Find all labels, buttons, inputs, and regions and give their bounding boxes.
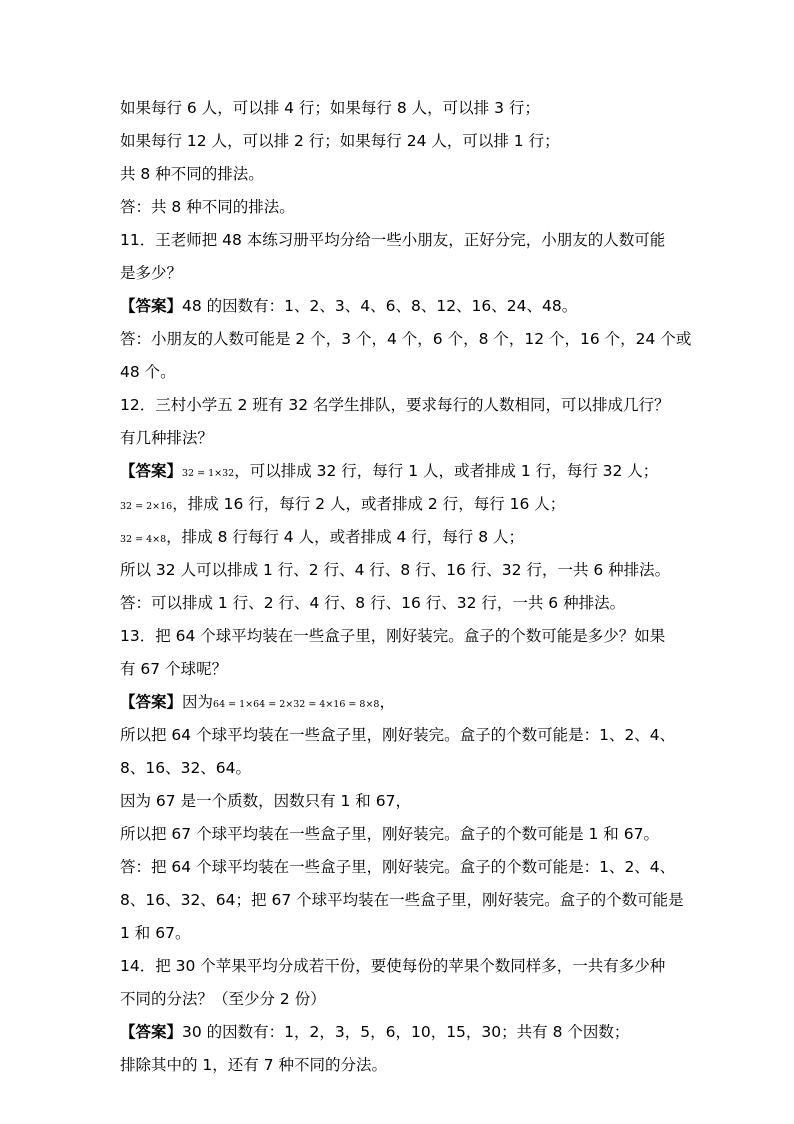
answer-line: 48 个。: [120, 363, 176, 381]
answer-line: 答：可以排成 1 行、2 行、4 行、8 行、16 行、32 行，一共 6 种排法。: [120, 594, 626, 612]
answer-line: 8、16、32、64；把 67 个球平均装在一些盒子里，刚好装完。盒子的个数可能是: [120, 891, 684, 909]
document-page: [120, 92, 692, 1082]
answer-line: 所以把 67 个球平均装在一些盒子里，刚好装完。盒子的个数可能是 1 和 67。: [120, 825, 659, 843]
text-line: 如果每行 12 人，可以排 2 行；如果每行 24 人，可以排 1 行；: [120, 132, 560, 150]
answer-tag: 【答案】: [120, 1023, 183, 1041]
answer-line: 32 = 2×16，排成 16 行，每行 2 人，或者排成 2 行，每行 16 人；: [120, 495, 566, 513]
answer-line: 1 和 67。: [120, 924, 191, 942]
answer-tag: 【答案】: [120, 693, 183, 711]
answer-line: 答：共 8 种不同的排法。: [120, 198, 295, 216]
question-12: 12．三村小学五 2 班有 32 名学生排队，要求每行的人数相同，可以排成几行？: [120, 396, 670, 414]
equation: 32 = 2×16: [120, 501, 173, 512]
question-13-continued: 有 67 个球呢？: [120, 660, 228, 678]
question-11: 11．王老师把 48 本练习册平均分给一些小朋友，正好分完，小朋友的人数可能: [120, 231, 666, 249]
answer-14: 【答案】30 的因数有：1，2，3，5，6，10，15，30；共有 8 个因数；: [120, 1023, 630, 1041]
text-line: 如果每行 6 人，可以排 4 行；如果每行 8 人，可以排 3 行；: [120, 99, 540, 117]
answer-line: 8、16、32、64。: [120, 759, 252, 777]
answer-line: 所以把 64 个球平均装在一些盒子里，刚好装完。盒子的个数可能是：1、2、4、: [120, 726, 676, 744]
answer-line: 所以 32 人可以排成 1 行、2 行、4 行、8 行、16 行、32 行，一共 6 种排法。: [120, 561, 671, 579]
question-14: 14．把 30 个苹果平均分成若干份，要使每份的苹果个数同样多，一共有多少种: [120, 957, 666, 975]
answer-tag: 【答案】: [120, 297, 183, 315]
answer-line: 因为 67 是一个质数，因数只有 1 和 67，: [120, 792, 411, 810]
question-12-continued: 有几种排法？: [120, 429, 214, 447]
answer-13: 【答案】因为64 = 1×64 = 2×32 = 4×16 = 8×8，: [120, 693, 395, 711]
answer-line: 答：小朋友的人数可能是 2 个，3 个，4 个，6 个，8 个，12 个，16 个，24 个或: [120, 330, 692, 348]
equation: 32 = 4×8: [120, 534, 167, 545]
answer-tag: 【答案】: [120, 462, 183, 480]
answer-line: 答：把 64 个球平均装在一些盒子里，刚好装完。盒子的个数可能是：1、2、4、: [120, 858, 676, 876]
text-line: 共 8 种不同的排法。: [120, 165, 264, 183]
answer-12: 【答案】32 = 1×32，可以排成 32 行，每行 1 人，或者排成 1 行，每行 32 人；: [120, 462, 659, 480]
answer-11: 【答案】48 的因数有：1、2、3、4、6、8、12、16、24、48。: [120, 297, 578, 315]
equation: 32 = 1×32: [182, 468, 235, 479]
equation: 64 = 1×64 = 2×32 = 4×16 = 8×8: [213, 699, 380, 710]
question-11-continued: 是多少？: [120, 264, 183, 282]
answer-line: 排除其中的 1，还有 7 种不同的分法。: [120, 1056, 388, 1074]
answer-line: 32 = 4×8，排成 8 行每行 4 人，或者排成 4 行，每行 8 人；: [120, 528, 525, 546]
question-14-continued: 不同的分法？（至少分 2 份）: [120, 990, 326, 1008]
question-13: 13．把 64 个球平均装在一些盒子里，刚好装完。盒子的个数可能是多少？如果: [120, 627, 666, 645]
